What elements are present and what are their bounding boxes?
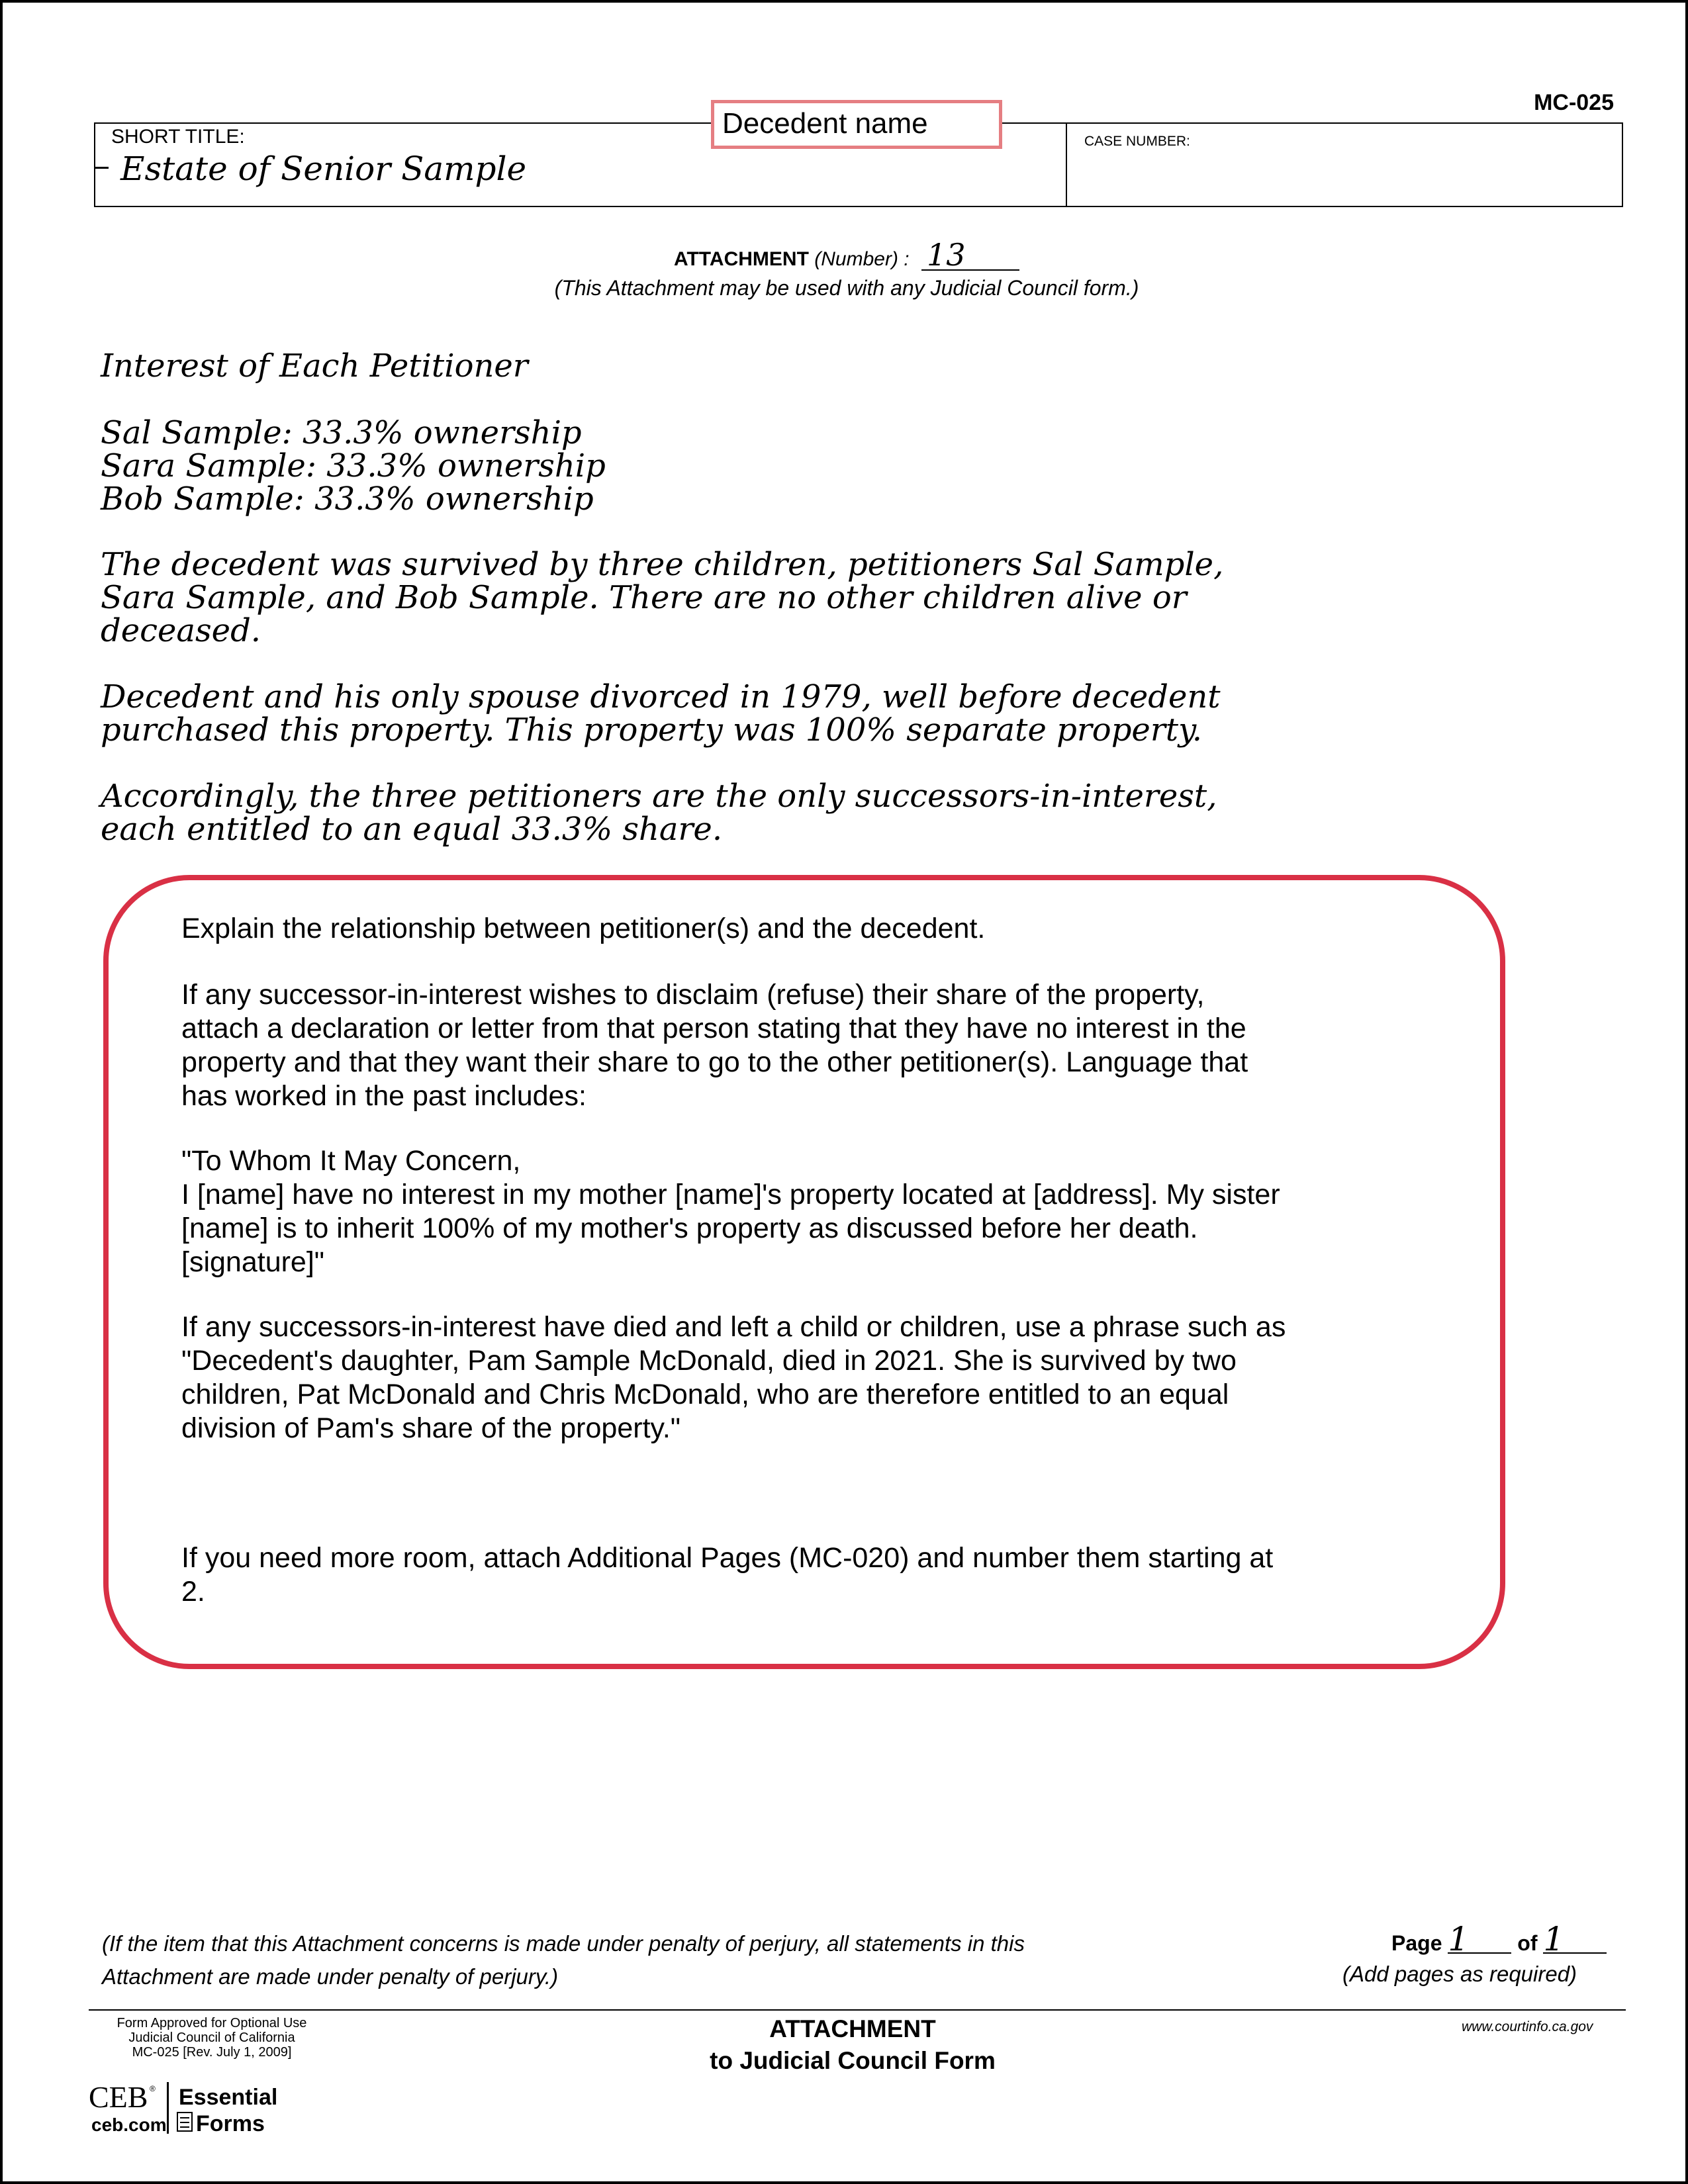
of-label: of <box>1517 1931 1538 1955</box>
footer-title-line: ATTACHMENT <box>769 2015 936 2042</box>
case-number-label: CASE NUMBER: <box>1084 134 1190 149</box>
ownership-line: Bob Sample: 33.3% ownership <box>101 480 594 518</box>
instruction-line: If any successors-in-interest have died and left a child or children, use a phrase such as <box>181 1311 1286 1343</box>
ownership-line: Sal Sample: 33.3% ownership <box>101 414 582 451</box>
perjury-note <box>102 1927 1227 1993</box>
short-title-dash <box>95 167 109 169</box>
ownership-line: Sara Sample: 33.3% ownership <box>101 447 606 484</box>
instruction-line: attach a declaration or letter from that person stating that they have no interest in the <box>181 1013 1246 1044</box>
header-divider <box>1066 124 1067 206</box>
instruction-line: children, Pat McDonald and Chris McDonald, who are therefore entitled to an equal <box>181 1379 1229 1410</box>
attachment-number-field[interactable]: 13 <box>921 240 1019 271</box>
survivors-line: The decedent was survived by three children, petitioners Sal Sample, <box>101 546 1224 583</box>
instruction-line: I [name] have no interest in my mother [name]'s property located at [address]. My sister <box>181 1179 1280 1210</box>
footer-title <box>3 2013 1688 2077</box>
ceb-essential-forms-logo <box>86 2078 298 2138</box>
page-number-field[interactable]: 1 <box>1448 1926 1511 1954</box>
instruction-line: "Decedent's daughter, Pam Sample McDonald, died in 2021. She is survived by two <box>181 1345 1237 1377</box>
decedent-name-callout: Decedent name <box>711 100 1002 149</box>
instruction-line: has worked in the past includes: <box>181 1080 586 1112</box>
conclusion-line: Accordingly, the three petitioners are the only successors-in-interest, <box>101 778 1217 815</box>
instruction-line: Explain the relationship between petitioner(s) and the decedent. <box>181 913 986 944</box>
form-id: MC-025 <box>1534 90 1614 115</box>
logo-divider <box>167 2082 169 2134</box>
attachment-number-label: (Number) : <box>814 248 910 270</box>
footer-rule <box>89 2009 1626 2011</box>
perjury-note-line: Attachment are made under penalty of perjury.) <box>102 1964 559 1989</box>
instruction-line: property and that they want their share to go to the other petitioner(s). Language that <box>181 1046 1248 1078</box>
court-website: www.courtinfo.ca.gov <box>1462 2019 1593 2034</box>
approval-line: Judicial Council of California <box>128 2030 295 2045</box>
attachment-label: ATTACHMENT <box>674 248 809 270</box>
page-total-field[interactable]: 1 <box>1543 1926 1607 1954</box>
property-line: Decedent and his only spouse divorced in 1979, well before decedent <box>101 678 1221 715</box>
attachment-note: (This Attachment may be used with any Judicial Council form.) <box>554 276 1139 300</box>
instruction-line: [signature]" <box>181 1246 325 1278</box>
registered-mark: ® <box>150 2084 156 2093</box>
page-label: Page <box>1391 1931 1442 1955</box>
property-line: purchased this property. This property was 100% separate property. <box>101 711 1203 749</box>
attachment-line <box>3 237 1688 273</box>
instruction-line: "To Whom It May Concern, <box>181 1145 521 1177</box>
perjury-note-line: (If the item that this Attachment concerns is made under penalty of perjury, all statements in this <box>102 1931 1025 1956</box>
short-title-value[interactable]: Estate of Senior Sample <box>120 150 527 188</box>
instruction-line: If any successor-in-interest wishes to disclaim (refuse) their share of the property, <box>181 979 1205 1011</box>
survivors-line: Sara Sample, and Bob Sample. There are no other children alive or <box>101 579 1187 616</box>
body-heading: Interest of Each Petitioner <box>101 347 528 385</box>
essential-text: Essential <box>179 2085 278 2110</box>
instruction-line: 2. <box>181 1576 205 1608</box>
ceb-logo-text: CEB <box>89 2080 148 2114</box>
ceb-site-text: ceb.com <box>91 2115 167 2135</box>
approval-line: Form Approved for Optional Use <box>117 2016 307 2030</box>
forms-text: Forms <box>196 2111 265 2136</box>
instruction-line: division of Pam's share of the property." <box>181 1412 681 1444</box>
instruction-line: [name] is to inherit 100% of my mother's property as discussed before her death. <box>181 1212 1198 1244</box>
conclusion-line: each entitled to an equal 33.3% share. <box>101 811 723 848</box>
instruction-line: If you need more room, attach Additional Pages (MC-020) and number them starting at <box>181 1542 1274 1574</box>
page-count <box>1391 1920 1607 1958</box>
short-title-label: SHORT TITLE: <box>111 126 245 148</box>
add-pages-note: (Add pages as required) <box>1342 1962 1577 1986</box>
footer-title-line: to Judicial Council Form <box>710 2047 996 2074</box>
approval-line: MC-025 [Rev. July 1, 2009] <box>132 2045 292 2060</box>
forms-page-icon <box>177 2113 192 2131</box>
survivors-line: deceased. <box>101 612 261 649</box>
